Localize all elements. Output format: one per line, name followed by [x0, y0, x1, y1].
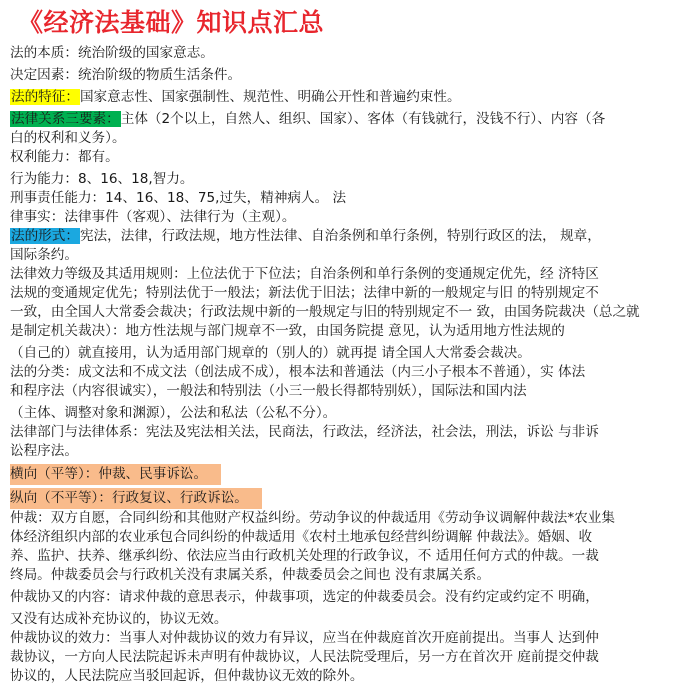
highlight-label-blue: 法的形式：: [11, 228, 79, 244]
text-line: 国际条约。: [10, 247, 78, 263]
text-line: 讼程序法。: [10, 443, 78, 459]
text-line: 法的本质：统治阶级的国家意志。: [10, 45, 214, 61]
text-line: 仲裁协又的内容：请求仲裁的意思表示，仲裁事项，选定的仲裁委员会。没有约定或约定不 明确，: [10, 589, 599, 605]
page-title: 《经济法基础》知识点汇总: [18, 8, 325, 37]
text-line: [10, 488, 676, 509]
document-page: [0, 6, 686, 692]
text-line: （主体、调整对象和渊源），公法和私法（公私不分）。: [10, 405, 337, 421]
text-line: 裁协议，一方向人民法院起诉未声明有仲裁协议，人民法院受理后，另一方在首次开 庭前提交仲裁: [10, 649, 599, 665]
text-line: 终局。仲裁委员会与行政机关没有隶属关系，仲裁委员会之间也 没有隶属关系。: [10, 567, 491, 583]
text-line: 一致，由全国人大常委会裁决；行政法规中新的一般规定与旧的特别规定不一 致，由国务院裁决（总之就: [10, 304, 640, 320]
text-span: 宪法，法律，行政法规，地方性法律、自治条例和单行条例，特别行政区的法， 规章，: [79, 228, 601, 244]
text-line: 法的分类：成文法和不成文法（创法成不成），根本法和普通法（内三小子根本不普通），实 体法: [10, 364, 586, 380]
text-line: 协议的，人民法院应当驳回起诉，但仲裁协议无效的除外。: [10, 668, 364, 684]
text-line: 法规的变通规定优先；特别法优于一般法；新法优于旧法；法律中新的一般规定与旧 的特别规定不: [10, 285, 599, 301]
text-span: 国家意志性、国家强制性、规范性、明确公开性和普遍约束性。: [79, 89, 461, 105]
text-line: 体经济组织内部的农业承包合同纠纷的仲裁适用《农村土地承包经营纠纷调解 仲裁法》。婚姻、收: [10, 529, 593, 545]
highlight-row-orange: 纵向（不平等）：行政复议、行政诉讼。: [10, 488, 262, 509]
highlight-label-yellow: 法的特征：: [11, 89, 79, 105]
text-line: [10, 88, 676, 107]
text-line: 和程序法（内容很诚实），一般法和特别法（小三一般长得都特别妖），国际法和国内法: [10, 383, 527, 399]
text-line: [10, 464, 676, 485]
text-line: 是制定机关裁决）：地方性法规与部门规章不一致，由国务院提 意见，认为适用地方性法规的: [10, 323, 565, 339]
text-line: [10, 227, 676, 246]
text-line: 行为能力：8、16、18,智力。: [10, 171, 194, 187]
text-line: 律事实：法律事件（客观）、法律行为（主观）。: [10, 209, 296, 225]
text-line: 仲裁：双方自愿，合同纠纷和其他财产权益纠纷。劳动争议的仲裁适用《劳动争议调解仲裁法*农业集: [10, 510, 615, 526]
text-line: 刑事责任能力：14、16、18、75,过失，精神病人。 法: [10, 190, 347, 206]
text-line: 决定因素：统治阶级的物质生活条件。: [10, 67, 242, 83]
highlight-label-green: 法律关系三要素：: [11, 111, 120, 127]
text-line: 养、监护、扶养、继承纠纷、依法应当由行政机关处理的行政争议，不 适用任何方式的仲裁。一裁: [10, 548, 599, 564]
text-line: [10, 110, 676, 129]
text-line: 法律部门与法律体系：宪法及宪法相关法，民商法，行政法，经济法，社会法，刑法，诉讼 与非诉: [10, 424, 599, 440]
text-line: 权利能力：都有。: [10, 149, 119, 165]
text-line: 法律效力等级及其适用规则：上位法优于下位法；自治条例和单行条例的变通规定优先，经 济特区: [10, 266, 599, 282]
text-line: （自己的）就直接用，认为适用部门规章的（别人的）就再提 请全国人大常委会裁决。: [10, 345, 531, 361]
text-span: 主体（2个以上，自然人、组织、国家）、客体（有钱就行，没钱不行）、内容（各: [120, 111, 606, 127]
highlight-row-orange: 横向（平等）：仲裁、民事诉讼。: [10, 464, 221, 485]
text-line: 又没有达成补充协议的，协议无效。: [10, 611, 228, 627]
text-line: 仲裁协议的效力：当事人对仲裁协议的效力有异议，应当在仲裁庭首次开庭前提出。当事人 达到仲: [10, 630, 599, 646]
text-line: 白的权利和义务）。: [10, 130, 126, 146]
